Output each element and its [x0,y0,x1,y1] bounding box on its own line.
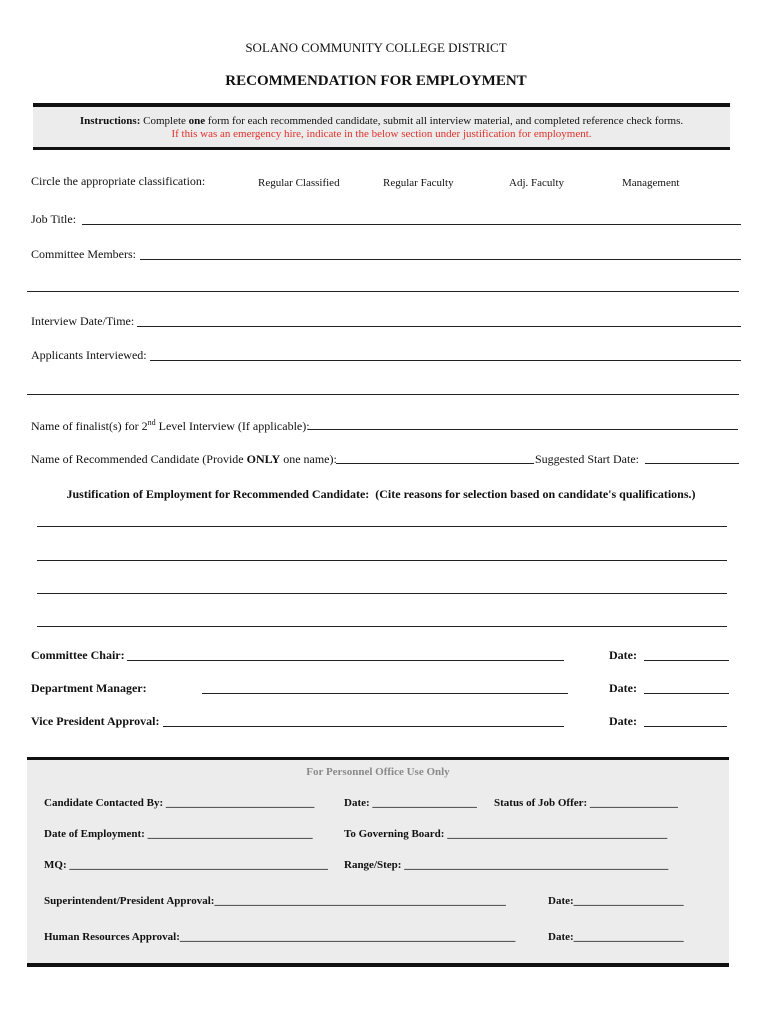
job-title-field[interactable] [82,224,741,225]
vp-date-field[interactable] [644,726,727,727]
option-regular-faculty[interactable]: Regular Faculty [383,177,454,189]
classification-label: Circle the appropriate classification: [31,174,206,188]
start-date-label: Suggested Start Date: [535,452,639,466]
committee-members-field[interactable] [140,259,741,260]
justification-line-4[interactable] [37,626,727,627]
contacted-date-field[interactable]: Date: ___________________ [344,797,477,809]
job-offer-status-field[interactable]: Status of Job Offer: ________________ [494,797,678,809]
start-date-field[interactable] [645,463,739,464]
vp-approval-field[interactable] [163,726,564,727]
superintendent-approval-field[interactable]: Superintendent/President Approval:_____________________________________________________ [44,895,506,907]
justification-line-3[interactable] [37,593,727,594]
manager-date-field[interactable] [644,693,729,694]
justification-line-2[interactable] [37,560,727,561]
personnel-bottom-rule [27,963,729,967]
instructions-box [33,107,730,147]
finalists-field[interactable] [308,429,738,430]
personnel-heading: For Personnel Office Use Only [306,766,450,778]
recommended-label-1: Name of Recommended Candidate (Provide [31,452,247,466]
finalists-label-1: Name of finalist(s) for 2 [31,419,148,433]
emergency-note: If this was an emergency hire, indicate in the below section under justification for employment. [171,128,592,140]
vp-approval-label: Vice President Approval: [31,714,160,728]
recommended-label-2: one name): [280,452,337,466]
justification-label: Justification of Employment for Recommended Candidate: [66,487,370,501]
vp-date-label: Date: [609,714,637,728]
option-adj-faculty[interactable]: Adj. Faculty [509,177,564,189]
instructions-text [33,115,730,127]
dept-manager-label: Department Manager: [31,681,147,695]
committee-members-label: Committee Members: [31,247,136,261]
chair-date-field[interactable] [644,660,729,661]
contacted-by-field[interactable]: Candidate Contacted By: ___________________________ [44,797,315,809]
superintendent-date-field[interactable]: Date:____________________ [548,895,684,907]
committee-members-field-2[interactable] [27,291,739,292]
instructions-label: Instructions: [79,115,141,127]
justification-heading [0,487,762,502]
recommended-emph: ONLY [246,452,281,466]
recommended-label [31,452,337,467]
manager-date-label: Date: [609,681,637,695]
instructions-bottom-rule [33,147,730,150]
interview-date-field[interactable] [137,326,741,327]
range-step-field[interactable]: Range/Step: ________________________________________________ [344,859,669,871]
chair-date-label: Date: [609,648,637,662]
justification-line-1[interactable] [37,526,727,527]
applicants-field-2[interactable] [27,394,739,395]
mq-field[interactable]: MQ: _______________________________________________ [44,859,328,871]
hr-approval-field[interactable]: Human Resources Approval:_____________________________________________________________ [44,931,516,943]
option-management[interactable]: Management [622,177,680,189]
finalists-sup: nd [147,418,156,427]
applicants-field[interactable] [150,360,741,361]
option-regular-classified[interactable]: Regular Classified [258,177,340,189]
interview-date-label: Interview Date/Time: [31,314,135,328]
job-title-label: Job Title: [31,212,77,226]
form-title: RECOMMENDATION FOR EMPLOYMENT [225,73,527,89]
instructions-text-1: Complete [140,115,189,127]
justification-note: (Cite reasons for selection based on candidate's qualifications.) [375,487,696,501]
recommended-field[interactable] [336,463,534,464]
governing-board-field[interactable]: To Governing Board: ________________________________________ [344,828,668,840]
hr-date-field[interactable]: Date:____________________ [548,931,684,943]
applicants-label: Applicants Interviewed: [31,348,147,362]
instructions-emph: one [188,115,206,127]
finalists-label [31,418,310,434]
dept-manager-field[interactable] [202,693,568,694]
finalists-label-2: Level Interview (If applicable): [155,419,310,433]
committee-chair-label: Committee Chair: [31,648,125,662]
district-name: SOLANO COMMUNITY COLLEGE DISTRICT [245,40,507,55]
committee-chair-field[interactable] [127,660,564,661]
instructions-text-2: form for each recommended candidate, submit all interview material, and completed reference check forms. [205,115,684,127]
employment-date-field[interactable]: Date of Employment: ______________________________ [44,828,313,840]
